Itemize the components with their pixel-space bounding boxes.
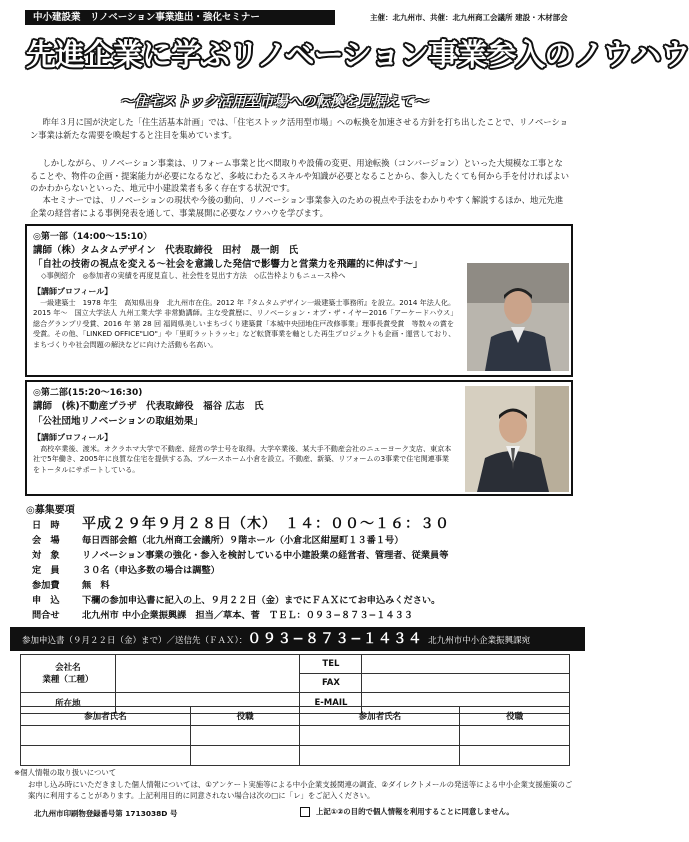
part2-speaker: 講師 (株)不動産プラザ 代表取締役 福谷 広志 氏 bbox=[33, 401, 264, 412]
part1-speaker: 講師（株）タムタムデザイン 代表取締役 田村 晟一朗 氏 bbox=[33, 245, 299, 256]
requirement-label: 申 込 bbox=[32, 595, 60, 606]
requirement-row-contact bbox=[32, 608, 572, 623]
requirements-title: ◎募集要項 bbox=[26, 505, 75, 516]
company-name-field[interactable] bbox=[115, 655, 300, 693]
participant-name-field[interactable] bbox=[300, 746, 460, 766]
participant-name-field[interactable] bbox=[300, 726, 460, 746]
fax-recipient: 北九州市中小企業振興課宛 bbox=[428, 636, 531, 646]
requirement-value: リノベーション事業の強化・参入を検討している中小建設業の経営者、管理者、従業員等 bbox=[82, 550, 449, 561]
part1-heading: ◎第一部（14:00〜15:10） bbox=[33, 232, 153, 242]
part1-speaker-photo bbox=[467, 263, 569, 371]
participant-name-field[interactable] bbox=[21, 746, 191, 766]
application-form bbox=[20, 654, 570, 714]
organizers-text: 主催：北九州市、共催：北九州商工会議所 建設・木材部会 bbox=[370, 13, 568, 22]
requirement-label: 対 象 bbox=[32, 550, 60, 561]
participant-name-header: 参加者氏名 bbox=[300, 707, 460, 726]
position-header: 役職 bbox=[460, 707, 570, 726]
requirement-row-fee bbox=[32, 578, 572, 593]
email-label: E-MAIL bbox=[300, 693, 362, 714]
participants-table bbox=[20, 706, 570, 766]
requirement-row-apply bbox=[32, 593, 572, 608]
fax-number: ０９３−８７３−１４３４ bbox=[247, 631, 423, 647]
tel-label: TEL bbox=[300, 655, 362, 674]
part1-profile-text: 一級建築士 1978 年生 高知県出身 北九州市在住。2012 年『タムタムデザイン一級建築士事務所』を設立。2014 年法人化。2015 年〜 国立大学法人 九州工業大学 非常勤講師。主な受賞歴に、リノベーション・オブ・ザ・イヤー2016「アーケードハウス」総合グランプリ受賞、2016 年 第 28 回 福岡県美しいまちづくり建築賞「本城中央団地住戸改修事業」理事長賞受賞 等数々の賞を受賞。その他、「LINKED OFFICE"LIO"」や「里町ラットラッセ」など転貸事業を軸とした再生プロジェクトも企画・運営しており、まちづくりや社会問題の解決などに向けた活動も名高い。 bbox=[33, 298, 458, 349]
privacy-title: ※個人情報の取り扱いについて bbox=[14, 768, 117, 777]
position-field[interactable] bbox=[190, 726, 300, 746]
intro-paragraph-3: 本セミナーでは、リノベーションの現状や今後の動向、リノベーション事業参入のための視点や手法をわかりやすく解説するほか、地元先進企業の経営者による事例発表を通して、事業展開に必要なノウハウを学びます。 bbox=[30, 195, 564, 218]
optout-label: 上記①②の目的で個人情報を利用することに同意しません。 bbox=[316, 807, 514, 816]
print-registration-number: 北九州市印刷物登録番号第 1713038D 号 bbox=[34, 809, 178, 818]
tel-field[interactable] bbox=[362, 655, 570, 674]
requirement-row-capacity bbox=[32, 563, 572, 578]
requirement-value: 平成２９年９月２８日（木） １４：００〜１６：３０ bbox=[82, 516, 450, 532]
fax-field[interactable] bbox=[362, 674, 570, 693]
requirement-label: 問合せ bbox=[32, 610, 60, 621]
address-label: 所在地 bbox=[21, 693, 116, 714]
part2-speaker-photo bbox=[465, 386, 569, 492]
seminar-category-label: 中小建設業 リノベーション事業進出・強化セミナー bbox=[25, 10, 335, 25]
page-title: 先進企業に学ぶリノベーション事業参入のノウハウ bbox=[26, 38, 689, 73]
requirement-value: ３０名（申込多数の場合は調整） bbox=[82, 565, 220, 576]
position-field[interactable] bbox=[190, 746, 300, 766]
part2-section bbox=[25, 380, 573, 496]
participant-name-field[interactable] bbox=[21, 726, 191, 746]
intro-paragraph-1: 昨年３月に国が決定した「住生活基本計画」では、「住宅ストック活用型市場」への転換を加速させる方針を打ち出したことで、リノベーション事業は新たな需要を喚起すると注目を集めています。 bbox=[30, 117, 568, 140]
requirement-value: 毎日西部会館（北九州商工会議所）９階ホール（小倉北区紺屋町１３番１号） bbox=[82, 535, 404, 546]
part1-section bbox=[25, 224, 573, 377]
part1-topics: ◇事例紹介 ◎参加者の実績を再度見直し、社会性を見出す方法 ◇広告枠よりもニュース枠へ bbox=[41, 271, 346, 280]
requirement-label: 参加費 bbox=[32, 580, 60, 591]
fax-bar-label: 参加申込書（９月２２日（金）まで）／送信先（ＦＡＸ）： bbox=[22, 636, 248, 646]
requirement-row-target bbox=[32, 548, 572, 563]
requirements-list bbox=[32, 516, 572, 623]
intro-paragraph-2: しかしながら、リノベーション事業は、リフォーム事業と比べ間取りや設備の変更、用途転換（コンバージョン）といった大規模な工事となることや、物件の企画・提案能力が必要になるなど、多岐にわたるスキルや知識が必要となることから、参入したくても何から手を付ければよいのかわからないといった、地元中小建設業者も多く存在する状況です。 bbox=[30, 158, 570, 194]
fax-application-bar bbox=[10, 627, 585, 651]
requirement-value: 無 料 bbox=[82, 580, 110, 591]
part2-profile-heading: 【講師プロフィール】 bbox=[33, 433, 113, 442]
fax-label: FAX bbox=[300, 674, 362, 693]
part2-heading: ◎第二部(15:20〜16:30) bbox=[33, 388, 143, 398]
company-name-label: 会社名 業種（工種） bbox=[21, 655, 116, 693]
position-field[interactable] bbox=[460, 746, 570, 766]
requirement-label: 日 時 bbox=[32, 520, 60, 531]
requirement-row-date bbox=[32, 516, 572, 533]
part1-lecture-title: 「自社の技術の視点を変える〜社会を意識した発信で影響力と営業力を飛躍的に伸ばす〜」 bbox=[33, 259, 423, 270]
page-subtitle: 〜住宅ストック活用型市場への転換を見据えて〜 bbox=[120, 94, 428, 110]
requirement-row-venue bbox=[32, 533, 572, 548]
privacy-optout bbox=[300, 806, 514, 817]
requirement-value: 下欄の参加申込書に記入の上、９月２２日（金）までにＦＡＸにてお申込みください。 bbox=[82, 595, 441, 606]
requirement-label: 定 員 bbox=[32, 565, 60, 576]
privacy-body: お申し込み時にいただきました個人情報については、①アンケート実施等による中小企業支援関連の調査、②ダイレクトメールの発送等による中小企業支援施策のご案内に利用することがあります。上記利用目的に同意されない場合は次の□に「レ」をご記入ください。 bbox=[28, 780, 573, 800]
part2-lecture-title: 「公社団地リノベーションの取組効果」 bbox=[33, 416, 203, 427]
requirement-value: 北九州市 中小企業振興課 担当／草本、菅 ＴＥＬ：０９３−８７３−１４３３ bbox=[82, 610, 413, 621]
part1-profile-heading: 【講師プロフィール】 bbox=[33, 287, 113, 296]
requirement-label: 会 場 bbox=[32, 535, 60, 546]
optout-checkbox[interactable] bbox=[300, 807, 310, 817]
part2-profile-text: 高校卒業後、渡米。オクラホマ大学で不動産、経営の学士号を取得。大学卒業後、某大手不動産会社のニューヨーク支店、東京本社で5年働き、2005年に良質な住宅を提供する為、ブルースホーム小倉を設立。不動産、新築、リフォームの3事業で住宅関連事業をトータルにサポートしている。 bbox=[33, 444, 452, 474]
position-header: 役職 bbox=[190, 707, 300, 726]
participant-name-header: 参加者氏名 bbox=[21, 707, 191, 726]
position-field[interactable] bbox=[460, 726, 570, 746]
